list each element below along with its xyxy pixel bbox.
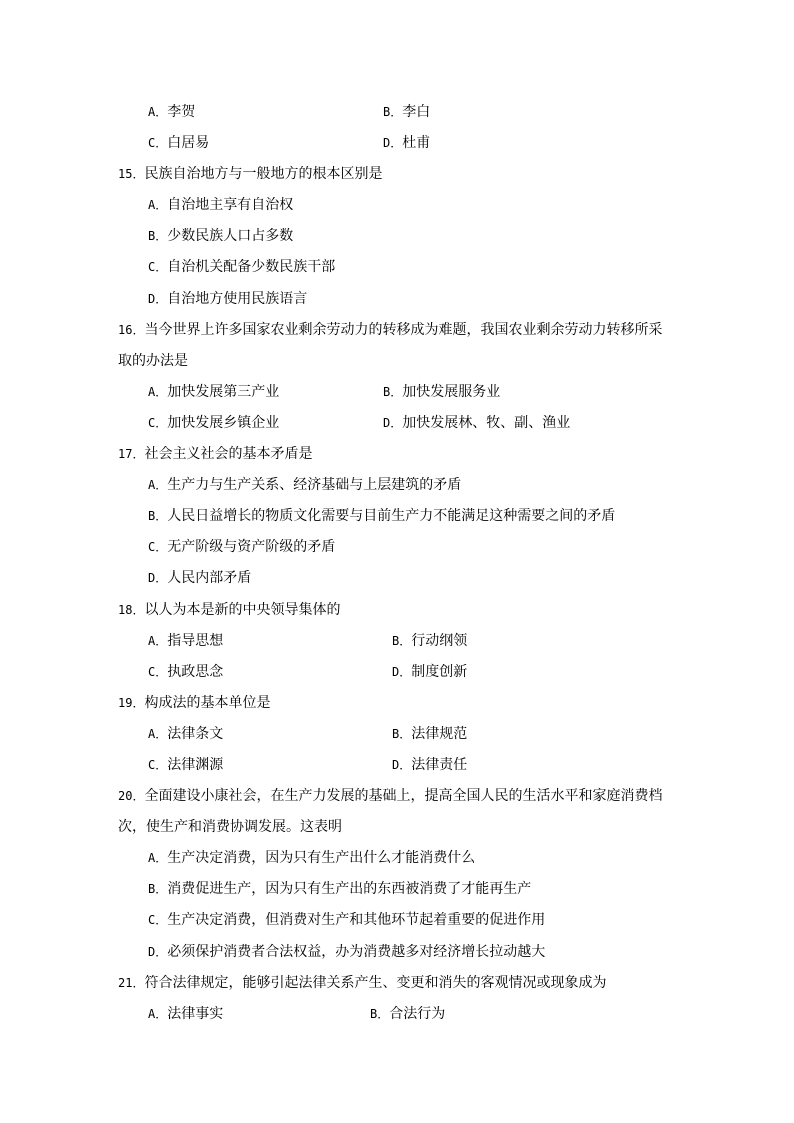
- question-stem-continued: 次，使生产和消费协调发展。这表明: [118, 819, 342, 836]
- option-row: [0, 377, 794, 408]
- option-row: [0, 999, 794, 1030]
- option-a: A．指导思想: [148, 632, 224, 649]
- option-b: B．少数民族人口占多数: [148, 228, 294, 245]
- option-b: B．消费促进生产，因为只有生产出的东西被消费了才能再生产: [148, 881, 532, 898]
- question-stem: 17．社会主义社会的基本矛盾是: [118, 446, 313, 463]
- option-d: D．必须保护消费者合法权益，办为消费越多对经济增长拉动越大: [148, 943, 546, 960]
- option-c: C．加快发展乡镇企业: [148, 414, 280, 431]
- question-stem: 18．以人为本是新的中央领导集体的: [118, 601, 341, 618]
- option-b: B．行动纲领: [392, 632, 468, 649]
- option-b: B．法律规范: [392, 725, 468, 742]
- option-d: D．制度创新: [392, 663, 468, 680]
- option-a: A．加快发展第三产业: [148, 383, 280, 400]
- option-b: B．人民日益增长的物质文化需要与目前生产力不能满足这种需要之间的矛盾: [148, 508, 616, 525]
- option-row: [0, 97, 794, 128]
- option-b: B．李白: [383, 104, 431, 120]
- option-b: B．合法行为: [370, 1005, 446, 1022]
- option-row: [0, 719, 794, 750]
- option-c: C．无产阶级与资产阶级的矛盾: [148, 539, 336, 556]
- option-a: A．自治地主享有自治权: [148, 197, 294, 214]
- option-d: D．法律责任: [392, 756, 468, 773]
- option-d: D．人民内部矛盾: [148, 570, 252, 587]
- option-c: C．生产决定消费，但消费对生产和其他环节起着重要的促进作用: [148, 912, 546, 929]
- option-row: [0, 657, 794, 688]
- option-a: A．生产力与生产关系、经济基础与上层建筑的矛盾: [148, 477, 462, 494]
- question-stem: 19．构成法的基本单位是: [118, 694, 271, 711]
- option-d: D．杜甫: [383, 135, 431, 152]
- option-c: C．自治机关配备少数民族干部: [148, 259, 336, 276]
- option-d: D．自治地方使用民族语言: [148, 290, 308, 307]
- question-stem-continued: 取的办法是: [118, 352, 188, 369]
- question-stem: 16．当今世界上许多国家农业剩余劳动力的转移成为难题，我国农业剩余劳动力转移所采: [118, 321, 663, 338]
- question-stem: 21．符合法律规定，能够引起法律关系产生、变更和消失的客观情况或现象成为: [118, 974, 607, 991]
- option-a: A．生产决定消费，因为只有生产出什么才能消费什么: [148, 850, 476, 867]
- option-a: A．李贺: [148, 104, 196, 120]
- question-stem: 15．民族自治地方与一般地方的根本区别是: [118, 166, 383, 183]
- question-stem: 20．全面建设小康社会，在生产力发展的基础上，提高全国人民的生活水平和家庭消费档: [118, 788, 663, 805]
- option-c: C．法律渊源: [148, 756, 224, 773]
- option-c: C．执政思念: [148, 663, 224, 680]
- exam-page: [0, 97, 794, 1030]
- option-row: [0, 626, 794, 657]
- option-row: [0, 128, 794, 159]
- option-b: B．加快发展服务业: [383, 383, 501, 400]
- option-c: C．白居易: [148, 135, 210, 152]
- option-a: A．法律条文: [148, 725, 224, 742]
- option-row: [0, 408, 794, 439]
- option-d: D．加快发展林、牧、副、渔业: [383, 414, 571, 431]
- option-a: A．法律事实: [148, 1005, 224, 1022]
- option-row: [0, 750, 794, 781]
